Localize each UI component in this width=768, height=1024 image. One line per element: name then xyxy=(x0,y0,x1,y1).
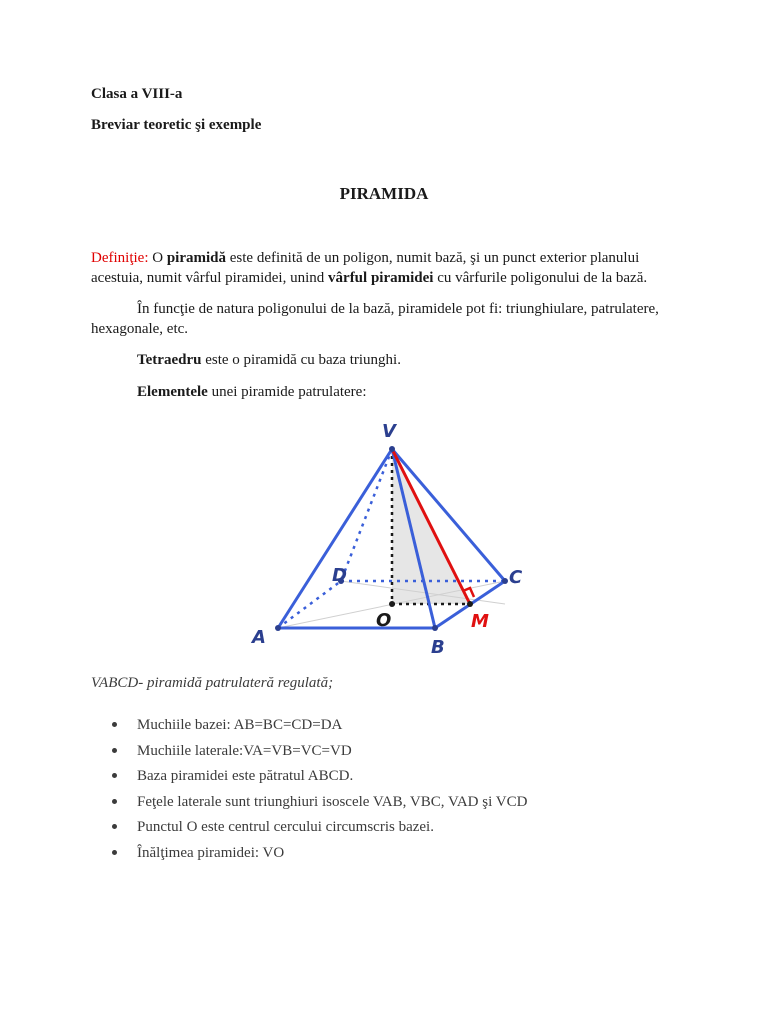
list-item: Muchiile laterale:VA=VB=VC=VD xyxy=(112,741,527,767)
definition-text-2: este definită de un poligon, numit bază, şi un punct exterior planului acestuia, numit vârful piramidei, unind xyxy=(91,250,640,286)
bullet-icon xyxy=(112,799,117,804)
page-title: PIRAMIDA xyxy=(339,184,429,203)
tetraedru-term: Tetraedru xyxy=(137,352,202,368)
label-m: M xyxy=(471,611,489,632)
elements-term: Elementele xyxy=(137,384,208,400)
properties-list xyxy=(112,715,527,868)
types-paragraph: În funcţie de natura poligonului de la bază, piramidele pot fi: triunghiulare, patrulatere, hexagonale, etc. xyxy=(91,301,659,337)
label-d: D xyxy=(332,565,347,586)
point-c xyxy=(502,578,508,584)
list-item: Feţele laterale sunt triunghiuri isoscele VAB, VBC, VAD şi VCD xyxy=(112,792,527,818)
label-a: A xyxy=(252,627,266,648)
bullet-icon xyxy=(112,824,117,829)
point-b xyxy=(432,625,438,631)
edge-va xyxy=(278,449,392,628)
list-item: Înălţimea piramidei: VO xyxy=(112,843,527,869)
point-v xyxy=(389,446,395,452)
definition-text-1: O xyxy=(148,250,167,266)
bullet-icon xyxy=(112,850,117,855)
subtitle: Breviar teoretic şi exemple xyxy=(91,117,262,133)
tetraedru-text: este o piramidă cu baza triunghi. xyxy=(201,352,401,368)
class-label: Clasa a VIII-a xyxy=(91,86,183,102)
label-b: B xyxy=(431,637,445,658)
bullet-icon xyxy=(112,773,117,778)
label-v: V xyxy=(382,421,396,442)
label-o: O xyxy=(376,610,392,631)
definition-text-3: cu vârfurile poligonului de la bază. xyxy=(433,270,648,286)
bullet-icon xyxy=(112,748,117,753)
point-a xyxy=(275,625,281,631)
list-item: Punctul O este centrul cercului circumscris bazei. xyxy=(112,817,527,843)
list-item: Baza piramidei este pătratul ABCD. xyxy=(112,766,527,792)
point-m xyxy=(467,601,473,607)
bullet-icon xyxy=(112,722,117,727)
figure-caption: VABCD- piramidă patrulateră regulată; xyxy=(91,675,334,691)
list-item: Muchiile bazei: AB=BC=CD=DA xyxy=(112,715,527,741)
edge-ad-hidden xyxy=(278,581,341,628)
definition-label: Definiţie: xyxy=(91,250,149,266)
definition-term-piramida: piramidă xyxy=(166,250,227,266)
definition-term-varf: vârful piramidei xyxy=(328,270,434,286)
label-c: C xyxy=(509,567,523,588)
elements-text: unei piramide patrulatere: xyxy=(207,384,367,400)
point-o xyxy=(389,601,395,607)
